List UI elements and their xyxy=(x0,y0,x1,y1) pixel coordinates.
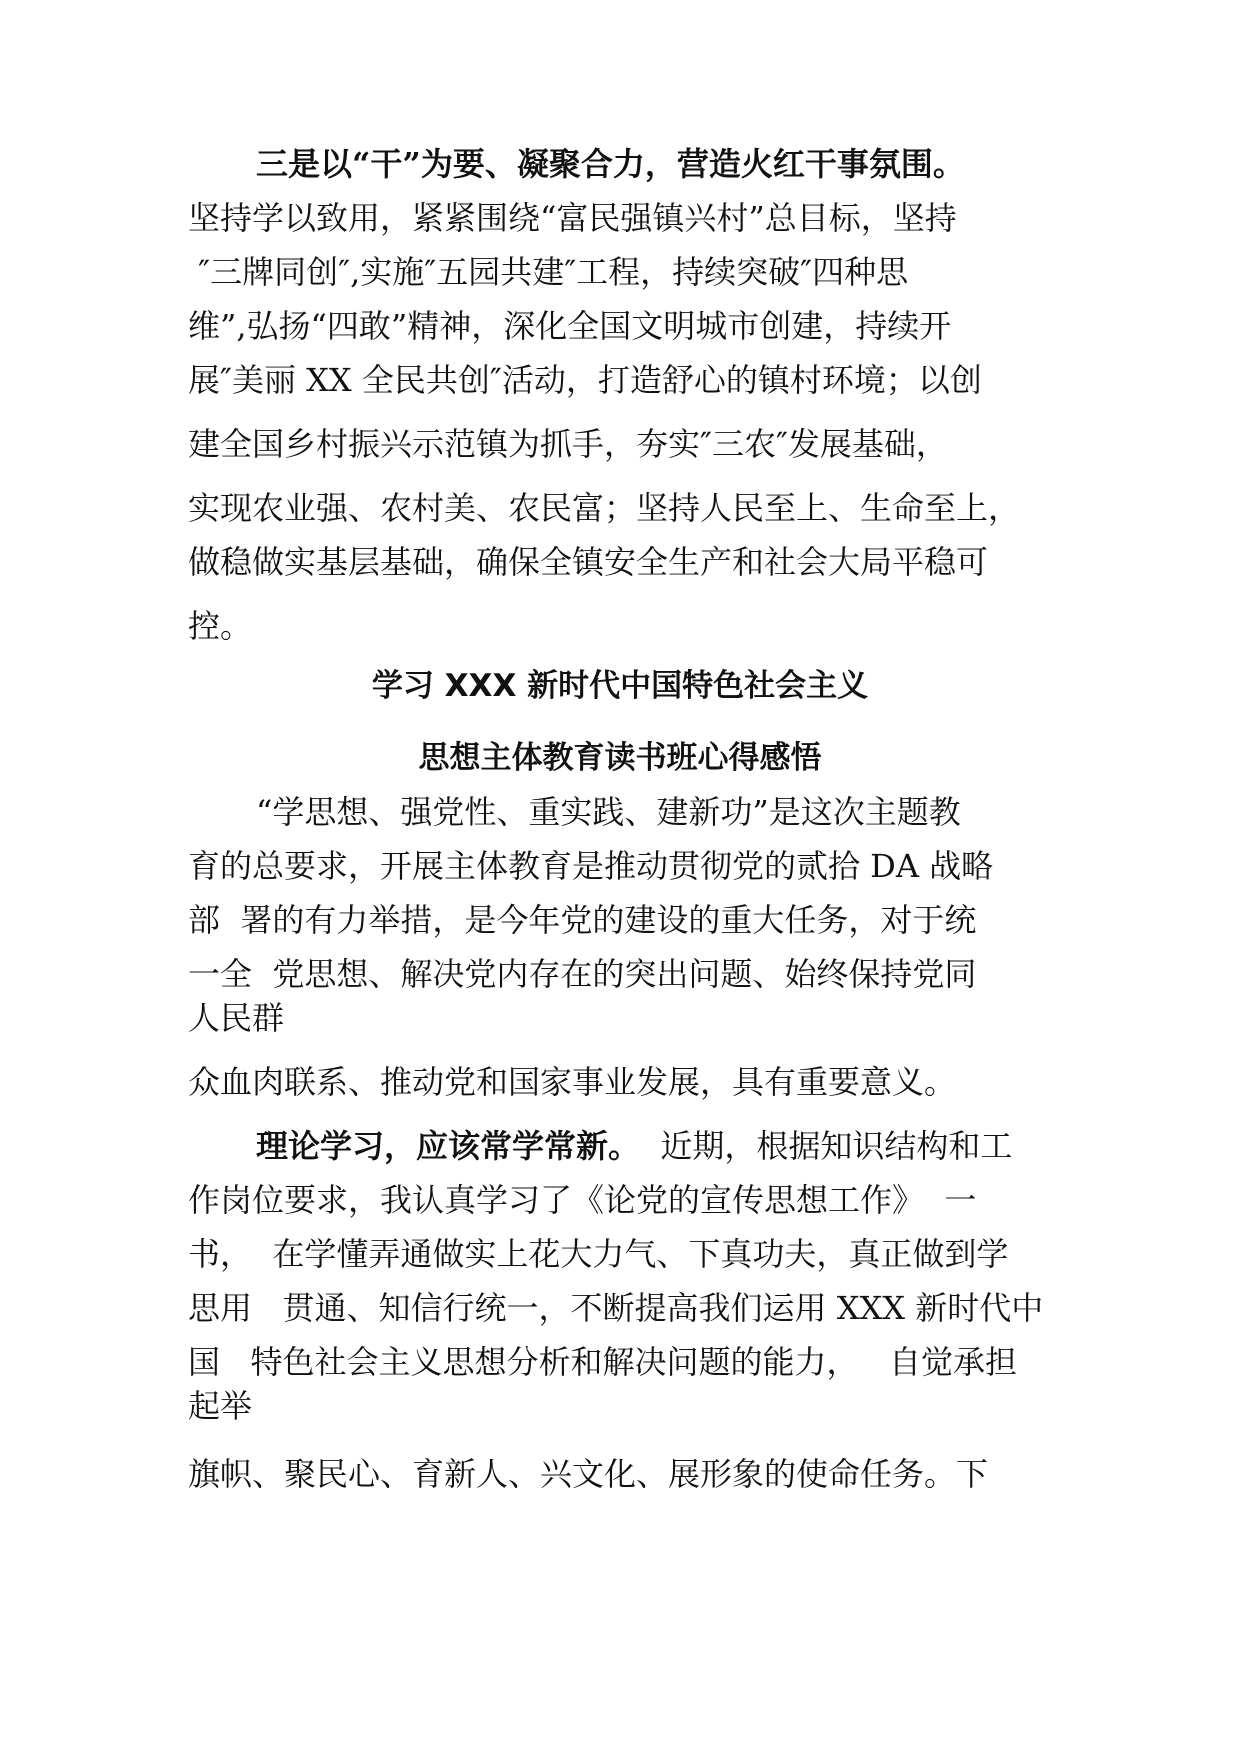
body-line: 人民群 xyxy=(188,999,285,1037)
body-line: 书， 在学懂弄通做实上花大力气、下真功夫，真正做到学 xyxy=(188,1235,1009,1273)
body-line: 部 署的有力举措，是今年党的建设的重大任务，对于统 xyxy=(188,901,977,939)
article-title-line-2: 思想主体教育读书班心得感悟 xyxy=(418,740,822,776)
body-line: 坚持学以致用，紧紧围绕“富民强镇兴村”总目标，坚持 xyxy=(188,199,957,237)
body-line: 众血肉联系、推动党和国家事业发展，具有重要意义。 xyxy=(188,1063,957,1101)
body-line: 展″美丽 XX 全民共创″活动，打造舒心的镇村环境；以创 xyxy=(188,361,982,399)
body-line: 实现农业强、农村美、农民富；坚持人民至上、生命至上， xyxy=(188,489,1021,527)
body-line: 国 特色社会主义思想分析和解决问题的能力， 自觉承担 xyxy=(188,1343,1018,1381)
paragraph-first-line xyxy=(256,1126,1012,1166)
body-line: 一全 党思想、解决党内存在的突出问题、始终保持党同 xyxy=(188,955,977,993)
body-line: 建全国乡村振兴示范镇为抓手，夯实″三农″发展基础， xyxy=(188,425,948,463)
body-line: ″三牌同创″,实施″五园共建″工程，持续突破″四种思 xyxy=(188,253,909,291)
body-line: 控。 xyxy=(188,607,253,645)
body-line: 育的总要求，开展主体教育是推动贯彻党的贰拾 DA 战略 xyxy=(188,847,994,885)
body-line: 做稳做实基层基础，确保全镇安全生产和社会大局平稳可 xyxy=(188,543,989,581)
body-line: 维”,弘扬“四敢”精神，深化全国文明城市创建，持续开 xyxy=(188,307,952,345)
body-line: 起举 xyxy=(188,1387,253,1425)
body-line: 作岗位要求，我认真学习了《论党的宣传思想工作》 一 xyxy=(188,1181,977,1219)
section-lead-heading: 三是以“干”为要、凝聚合力，营造火红干事氛围。 xyxy=(256,145,965,183)
body-line: “学思想、强党性、重实践、建新功”是这次主题教 xyxy=(256,793,961,831)
paragraph-lead-rest: 近期，根据知识结构和工 xyxy=(640,1127,1013,1165)
paragraph-lead: 理论学习，应该常学常新。 xyxy=(256,1127,641,1165)
body-line: 旗帜、聚民心、育新人、兴文化、展形象的使命任务。下 xyxy=(188,1455,989,1493)
body-line: 思用 贯通、知信行统一，不断提高我们运用 XXX 新时代中 xyxy=(188,1289,1044,1327)
article-title-line-1: 学习 XXX 新时代中国特色社会主义 xyxy=(371,668,869,704)
